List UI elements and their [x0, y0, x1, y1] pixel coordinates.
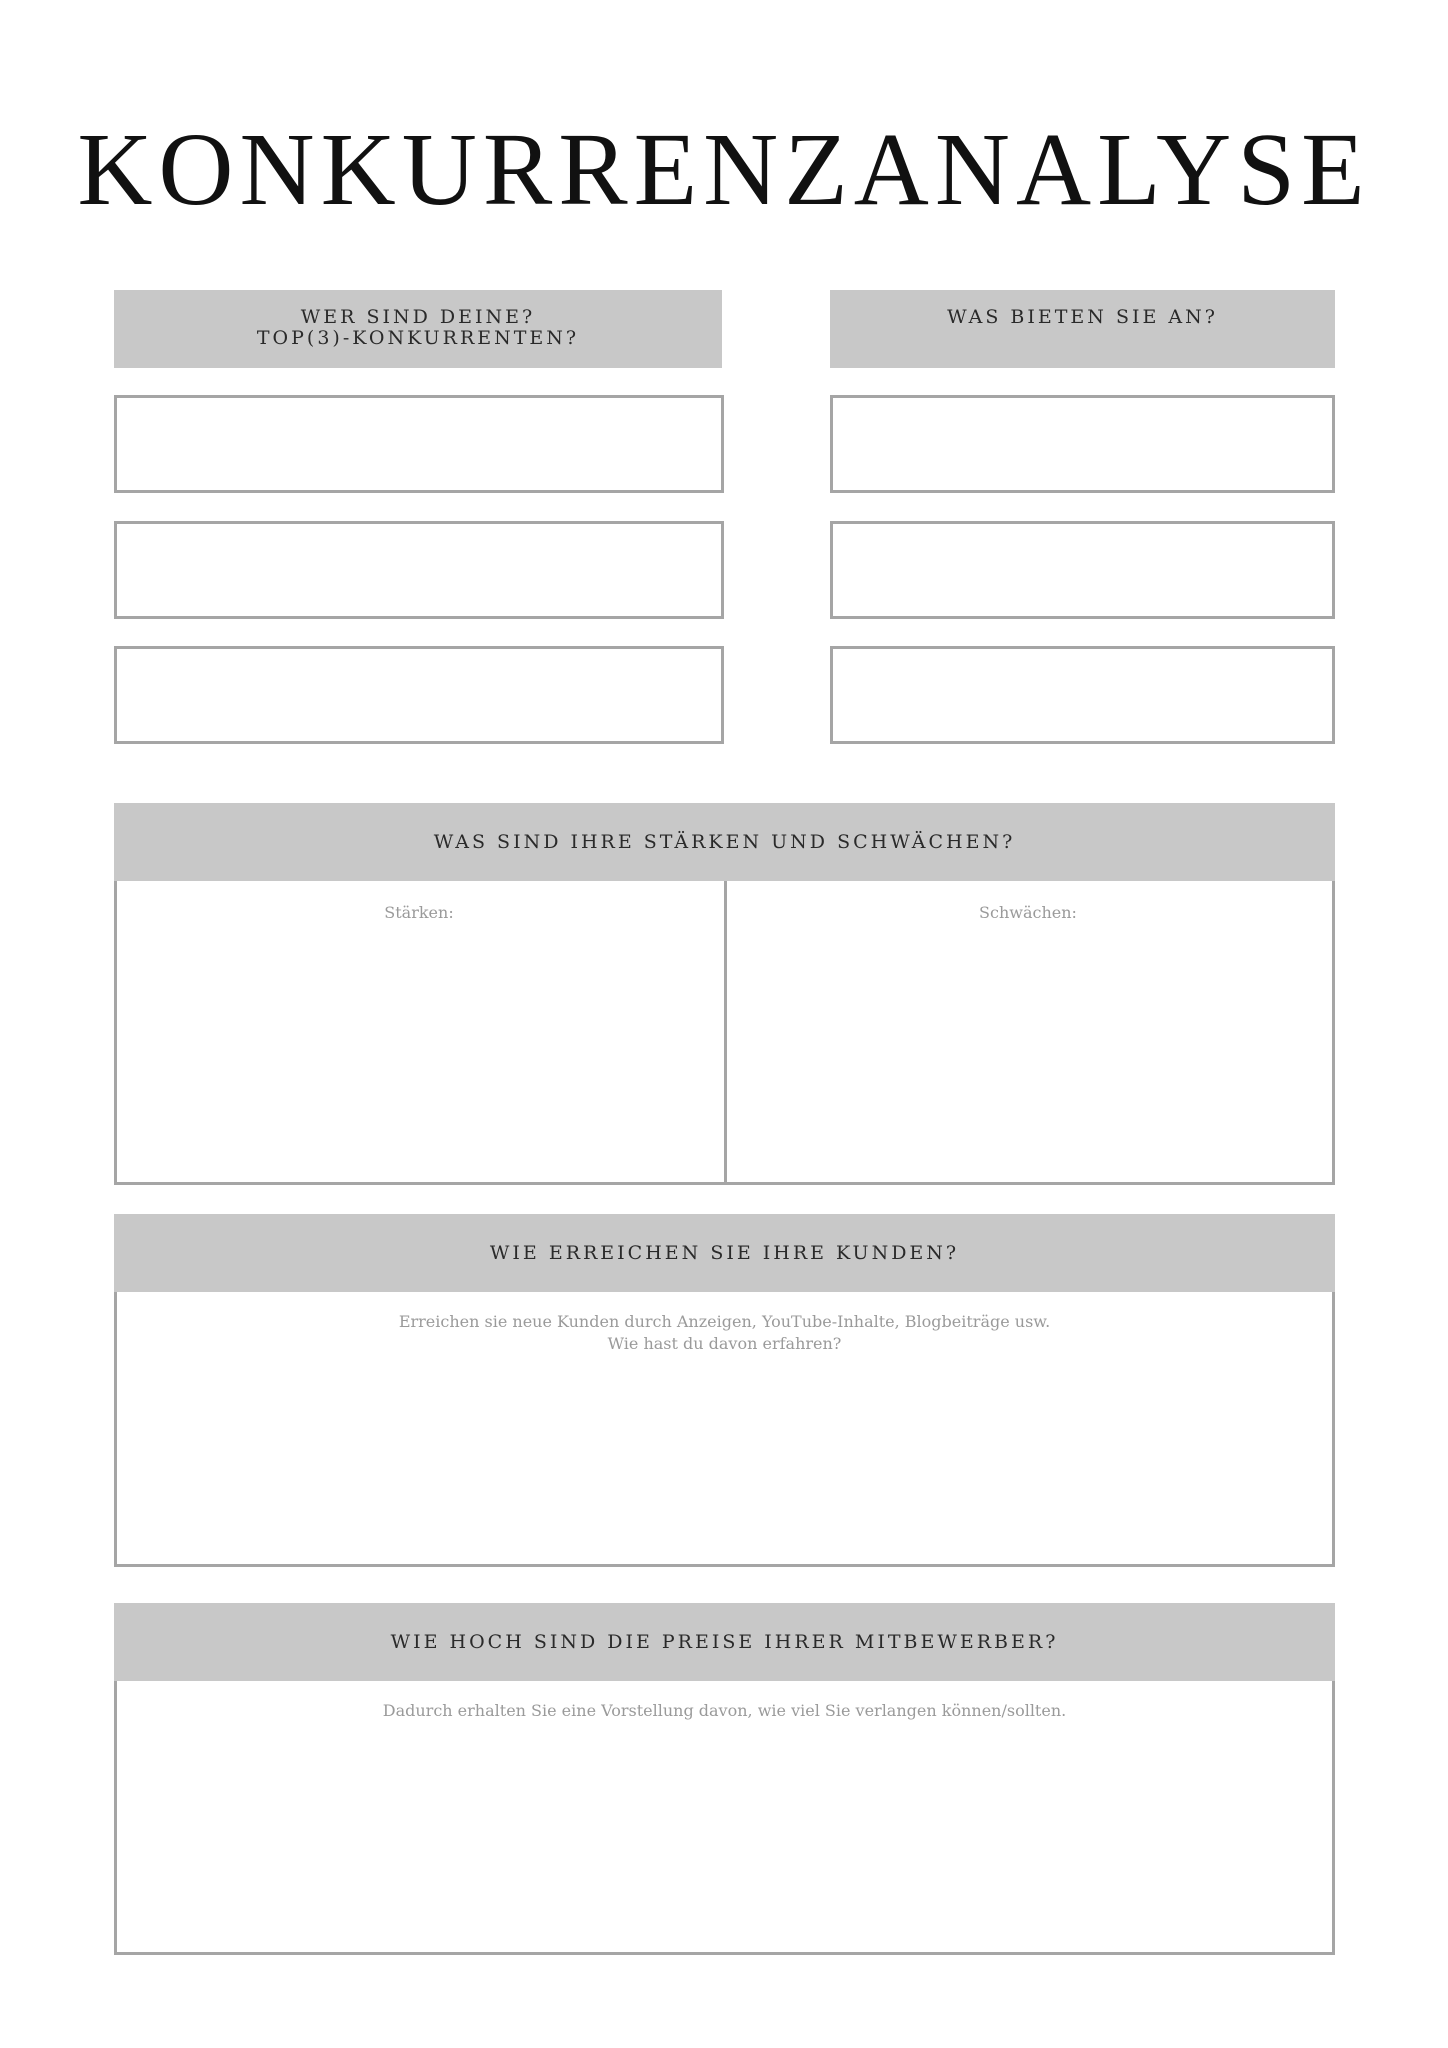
competitor-1-field[interactable]: [114, 395, 724, 493]
reach-hint-line1: Erreichen sie neue Kunden durch Anzeigen, YouTube-Inhalte, Blogbeiträge usw.: [398, 1312, 1051, 1331]
competitors-header: [114, 290, 722, 368]
offering-1-field[interactable]: [830, 395, 1335, 493]
offerings-header: [830, 290, 1335, 368]
strengths-weaknesses-header-text: WAS SIND IHRE STÄRKEN UND SCHWÄCHEN?: [433, 831, 1016, 853]
prices-field[interactable]: [114, 1681, 1335, 1955]
weaknesses-label: Schwächen:: [979, 903, 1077, 922]
competitor-3-field[interactable]: [114, 646, 724, 744]
reach-hint: [117, 1311, 1332, 1355]
offering-3-field[interactable]: [830, 646, 1335, 744]
prices-header-text: WIE HOCH SIND DIE PREISE IHRER MITBEWERBER?: [390, 1631, 1059, 1653]
reach-header-text: WIE ERREICHEN SIE IHRE KUNDEN?: [489, 1242, 960, 1264]
reach-header: [114, 1214, 1335, 1292]
competitors-header-line1: WER SIND DEINE?: [300, 306, 536, 328]
competitors-header-line2: TOP(3)-KONKURRENTEN?: [256, 326, 580, 349]
strengths-weaknesses-header: [114, 803, 1335, 881]
offerings-header-text: WAS BIETEN SIE AN?: [947, 306, 1218, 328]
weaknesses-field[interactable]: [724, 881, 1332, 1182]
prices-header: [114, 1603, 1335, 1681]
strengths-label: Stärken:: [384, 903, 454, 922]
reach-hint-line2: Wie hast du davon erfahren?: [607, 1334, 842, 1353]
page-title: KONKURRENZANALYSE: [77, 112, 1371, 227]
competitor-2-field[interactable]: [114, 521, 724, 619]
strengths-field[interactable]: [117, 881, 721, 1182]
prices-hint: Dadurch erhalten Sie eine Vorstellung davon, wie viel Sie verlangen können/sollten.: [382, 1701, 1067, 1720]
offering-2-field[interactable]: [830, 521, 1335, 619]
